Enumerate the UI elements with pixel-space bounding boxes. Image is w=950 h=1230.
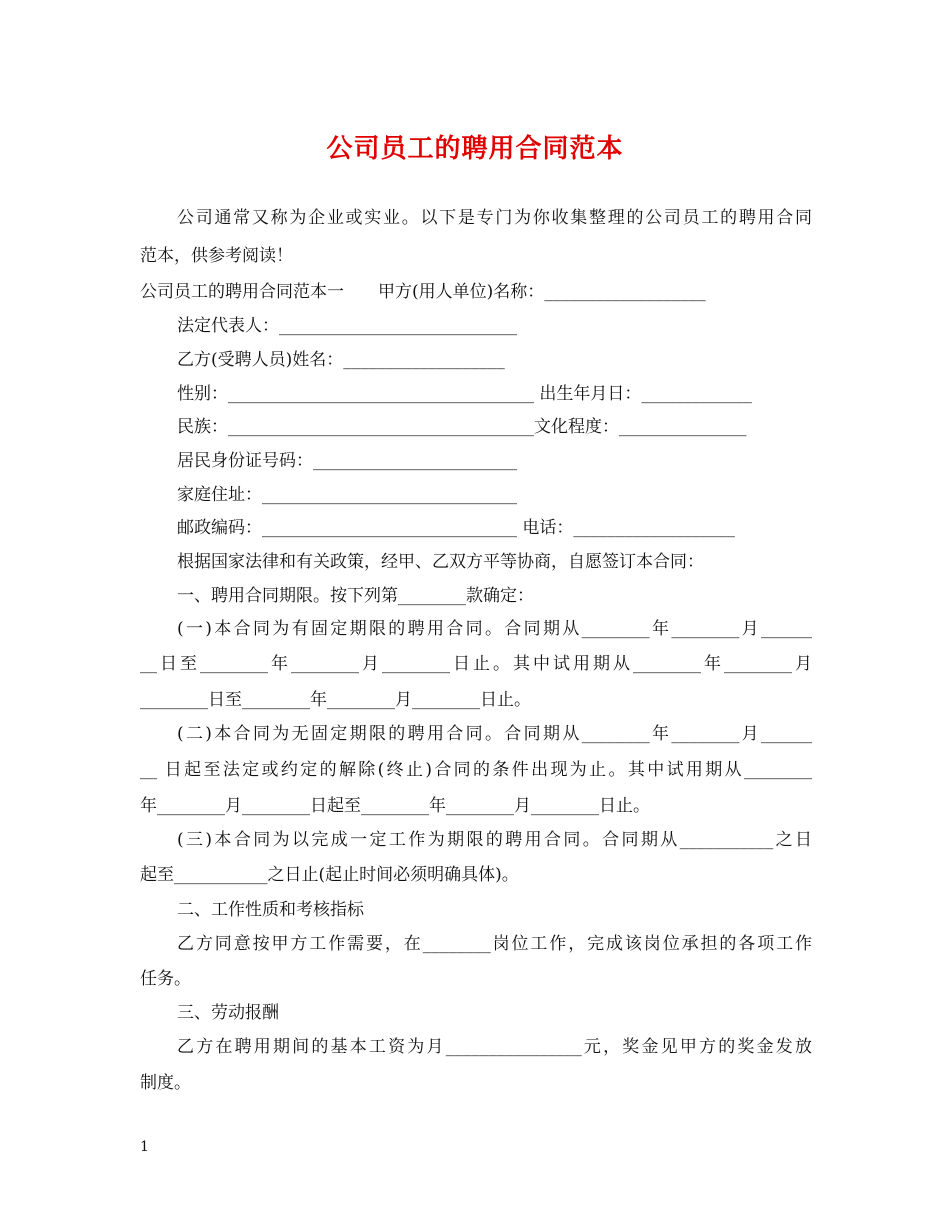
- section-2-line-1: 乙方同意按甲方工作需要，在________岗位工作，完成该岗位承担的各项工作: [177, 934, 812, 954]
- clause-1-line-3: ________日至________年________月________日止。: [140, 690, 531, 710]
- clause-3-line-2: 起至___________之日止(起止时间必须明确具体)。: [140, 865, 519, 885]
- postcode-phone-line: 邮政编码：______________________________ 电话：___________________: [177, 518, 735, 538]
- agreement-intro-line: 根据国家法律和有关政策，经甲、乙双方平等协商，自愿签订本合同：: [177, 552, 704, 572]
- party-b-name-line: 乙方(受聘人员)姓名：___________________: [177, 350, 505, 370]
- ethnicity-education-line: 民族：____________________________________文化程度：_______________: [177, 417, 747, 437]
- clause-1-line-2: __日至________年________月________日止。其中试用期从________年________月: [140, 654, 812, 674]
- legal-rep-line: 法定代表人：____________________________: [177, 316, 517, 336]
- party-a-name-line: 公司员工的聘用合同范本一 甲方(用人单位)名称：___________________: [140, 282, 706, 302]
- gender-birth-line: 性别：____________________________________ 出生年月日：_____________: [177, 384, 752, 404]
- intro-line-2: 范本，供参考阅读！: [140, 246, 293, 266]
- section-2-heading: 二、工作性质和考核指标: [177, 900, 364, 920]
- clause-3-line-1: (三)本合同为以完成一定工作为期限的聘用合同。合同期从___________之日: [177, 830, 812, 850]
- document-title: 公司员工的聘用合同范本: [326, 134, 624, 164]
- clause-2-line-2: __ 日起至法定或约定的解除(终止)合同的条件出现为止。其中试用期从________: [140, 760, 812, 780]
- page-number: 1: [140, 1139, 149, 1155]
- clause-2-line-1: (二)本合同为无固定期限的聘用合同。合同期从________年________月______: [177, 724, 812, 744]
- section-2-line-2: 任务。: [140, 969, 191, 989]
- address-line: 家庭住址：______________________________: [177, 485, 517, 505]
- section-3-heading: 三、劳动报酬: [177, 1003, 279, 1023]
- clause-1-line-1: (一)本合同为有固定期限的聘用合同。合同期从________年________月______: [177, 619, 812, 639]
- intro-line-1: 公司通常又称为企业或实业。以下是专门为你收集整理的公司员工的聘用合同: [177, 208, 812, 228]
- id-number-line: 居民身份证号码：________________________: [177, 451, 517, 471]
- section-1-heading: 一、聘用合同期限。按下列第________款确定：: [177, 586, 534, 606]
- section-3-line-1: 乙方在聘用期间的基本工资为月________________元，奖金见甲方的奖金发放: [177, 1037, 812, 1057]
- clause-2-line-3: 年________月________日起至________年________月________日止。: [140, 796, 650, 816]
- section-3-line-2: 制度。: [140, 1073, 191, 1093]
